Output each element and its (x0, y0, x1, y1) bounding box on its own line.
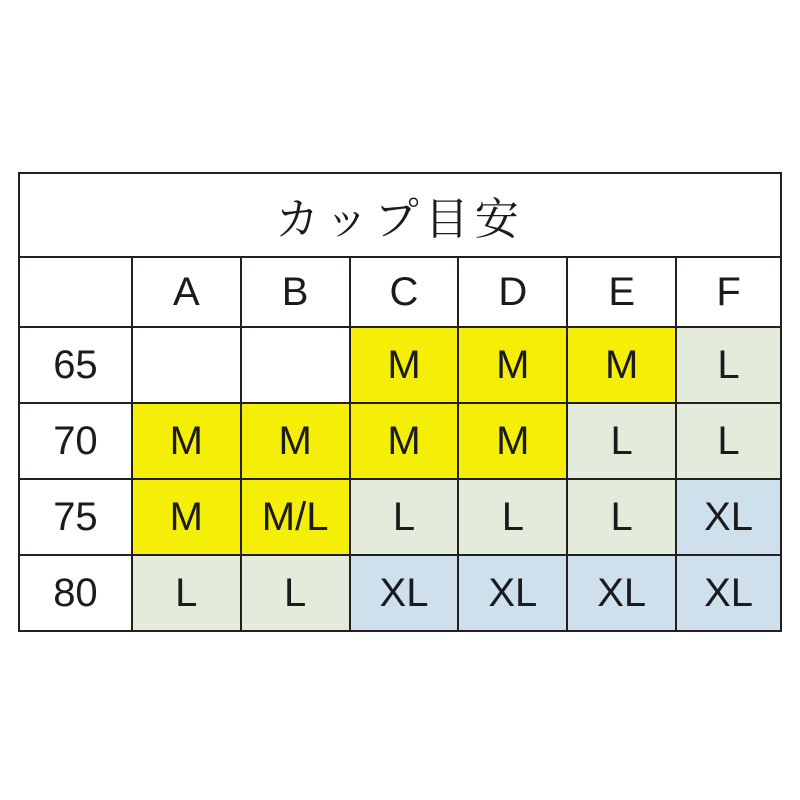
table-row (19, 555, 781, 631)
cell-65-a (132, 327, 241, 403)
row-header-75: 75 (19, 479, 132, 555)
column-header-a: A (132, 257, 241, 327)
cell-75-d: L (458, 479, 567, 555)
cell-80-b: L (241, 555, 350, 631)
cell-80-f: XL (676, 555, 781, 631)
table-title: カップ目安 (19, 173, 781, 257)
cell-75-f: XL (676, 479, 781, 555)
cell-65-f: L (676, 327, 781, 403)
cell-65-c: M (350, 327, 459, 403)
cell-65-e: M (567, 327, 676, 403)
column-header-e: E (567, 257, 676, 327)
table-row (19, 403, 781, 479)
table-row (19, 327, 781, 403)
size-chart-container (18, 172, 782, 632)
cell-70-d: M (458, 403, 567, 479)
cup-size-table (18, 172, 782, 632)
cell-70-c: M (350, 403, 459, 479)
table-row (19, 479, 781, 555)
cell-65-b (241, 327, 350, 403)
cell-80-c: XL (350, 555, 459, 631)
cell-75-e: L (567, 479, 676, 555)
column-header-b: B (241, 257, 350, 327)
cell-80-a: L (132, 555, 241, 631)
column-header-d: D (458, 257, 567, 327)
row-header-80: 80 (19, 555, 132, 631)
cell-65-d: M (458, 327, 567, 403)
table-header-row (19, 257, 781, 327)
column-header-f: F (676, 257, 781, 327)
cell-75-b: M/L (241, 479, 350, 555)
cell-70-e: L (567, 403, 676, 479)
row-header-65: 65 (19, 327, 132, 403)
cell-75-c: L (350, 479, 459, 555)
cell-80-e: XL (567, 555, 676, 631)
cell-70-a: M (132, 403, 241, 479)
cell-75-a: M (132, 479, 241, 555)
cell-70-b: M (241, 403, 350, 479)
cell-70-f: L (676, 403, 781, 479)
column-header-c: C (350, 257, 459, 327)
row-header-70: 70 (19, 403, 132, 479)
table-title-row (19, 173, 781, 257)
cell-80-d: XL (458, 555, 567, 631)
header-corner (19, 257, 132, 327)
